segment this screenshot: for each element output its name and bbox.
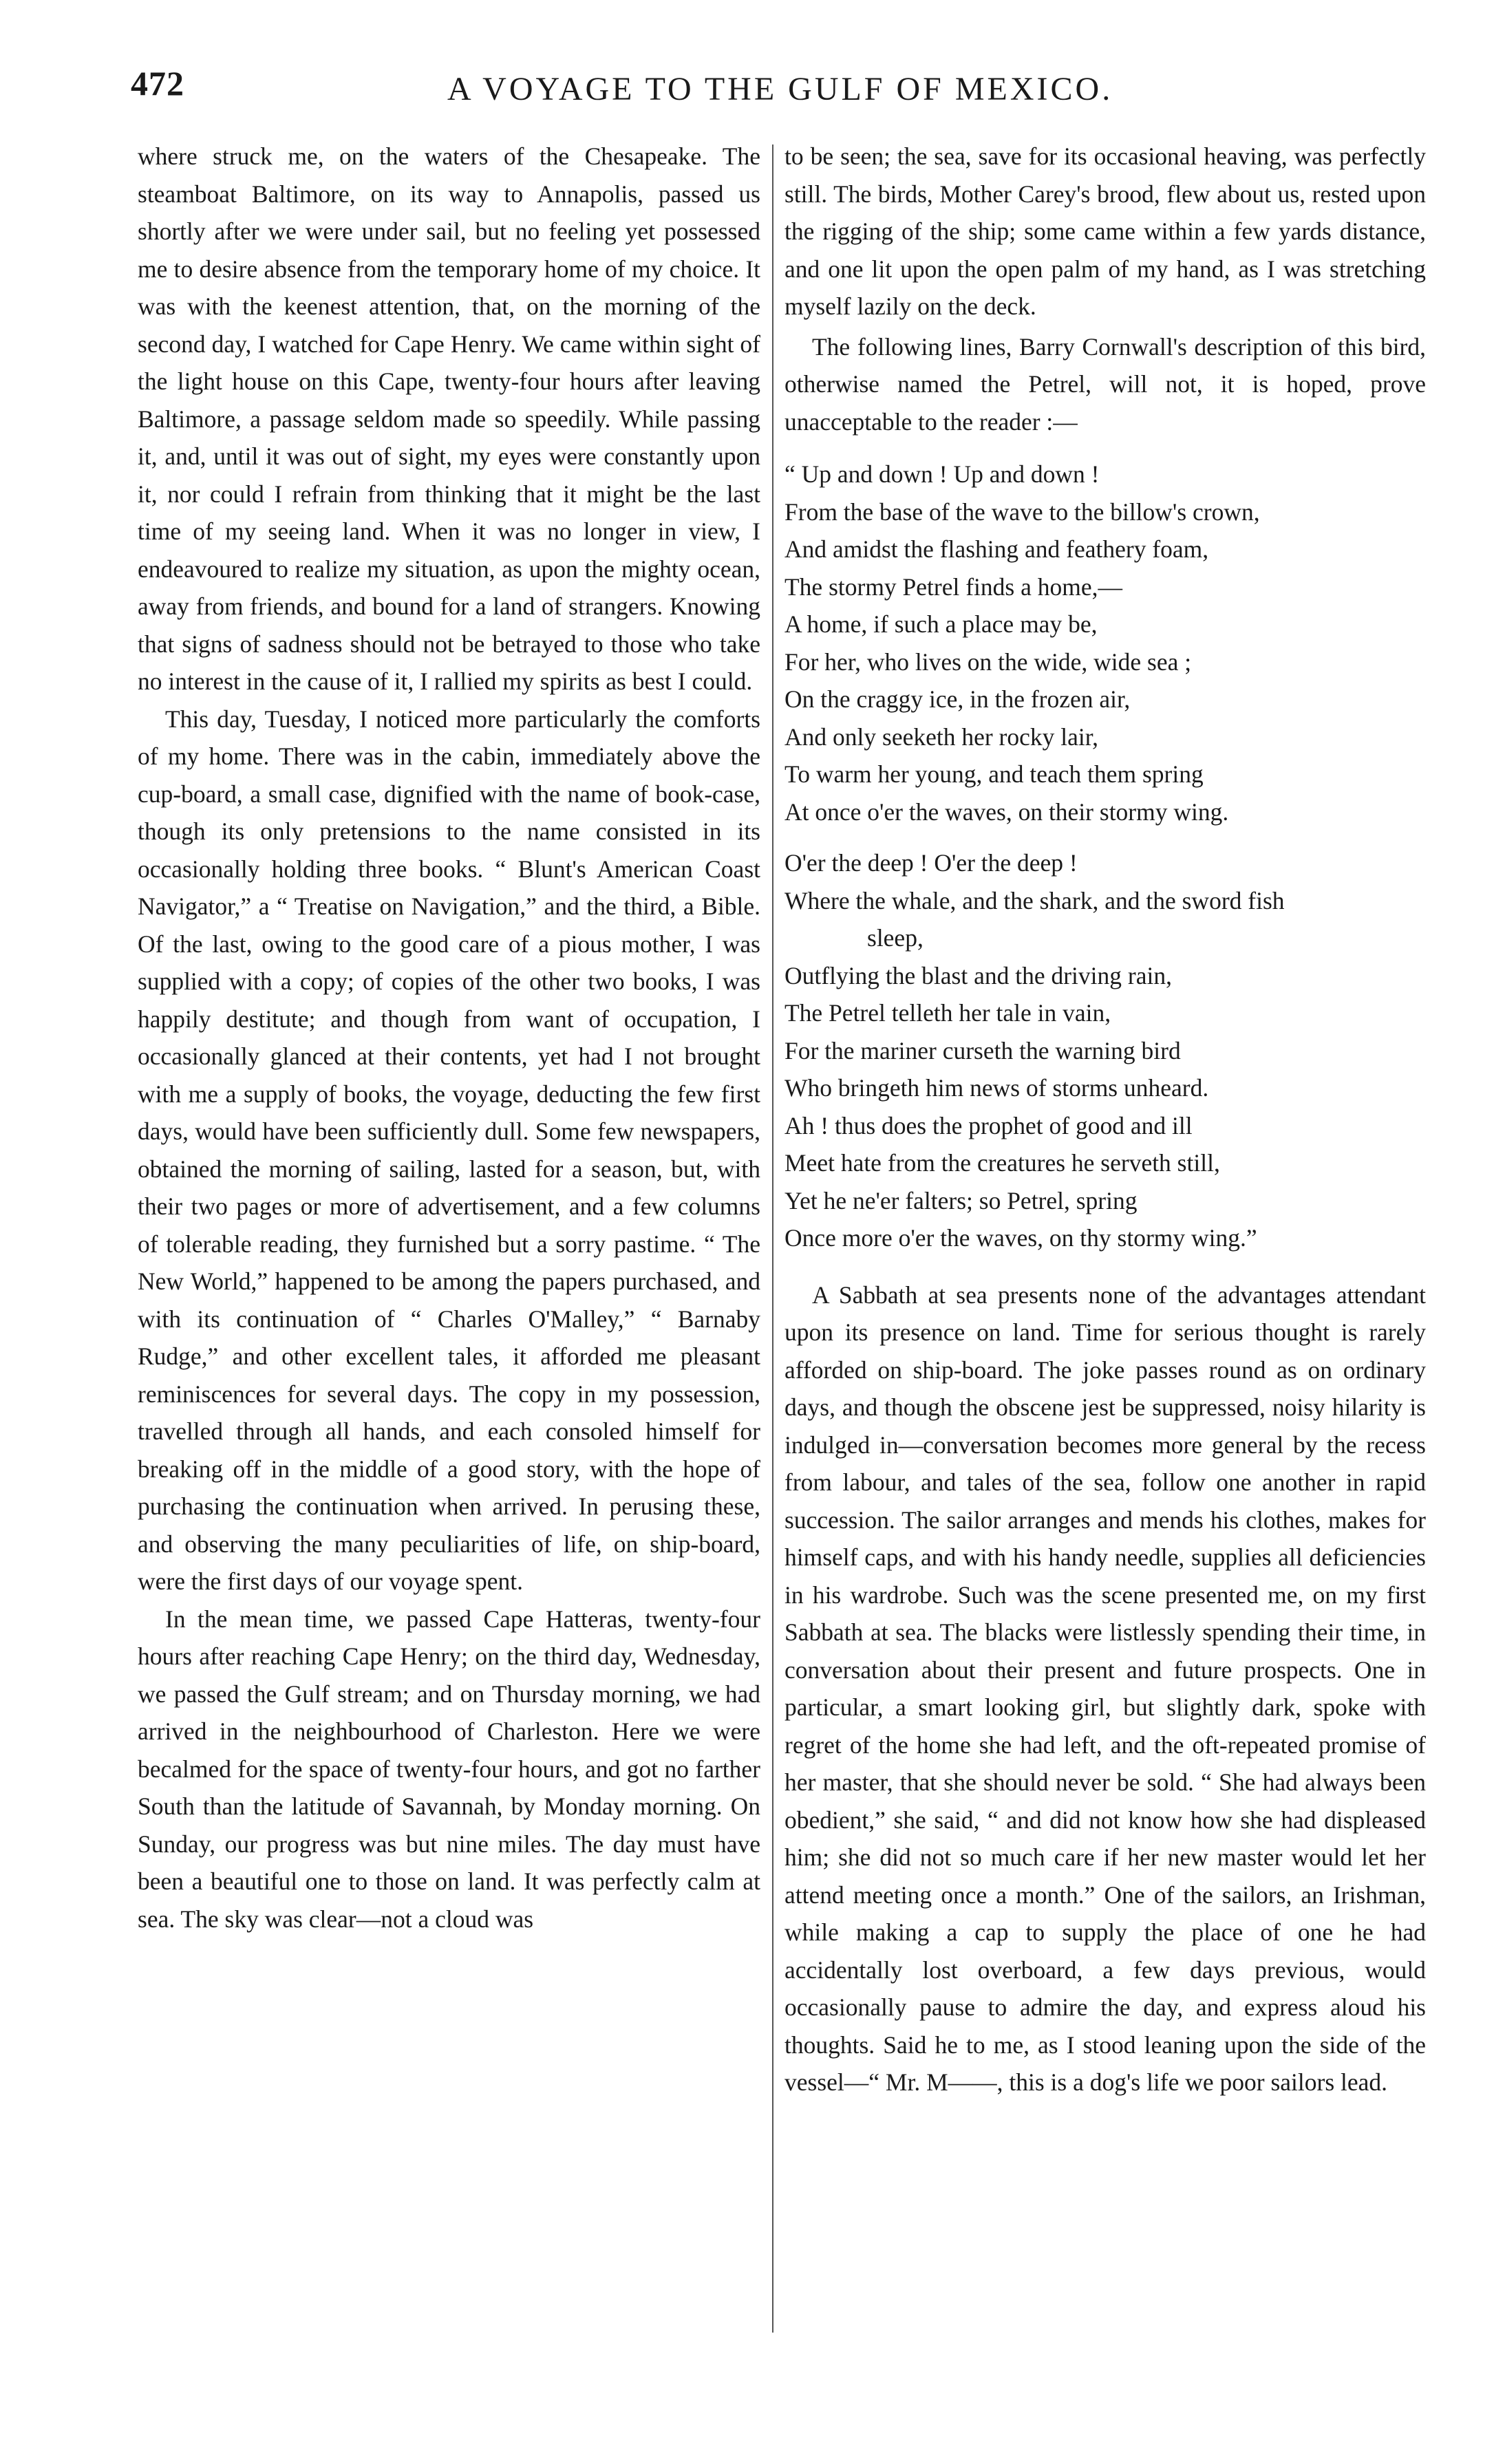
petrel-poem (784, 456, 1426, 1257)
verse-line: Who bringeth him news of storms unheard. (784, 1074, 1209, 1102)
paragraph-sabbath: A Sabbath at sea presents none of the advantages attendant upon its presence on land. Time for serious thought is rarely afforded on ship-board. The joke passes round as on ordinary days, and though the obscene jest be suppressed, noisy hilarity is indulged in—conversation becomes more general by the recess from labour, and tales of the sea, follow one another in rapid succession. The sailor arranges and mends his clothes, makes for himself caps, and with his handy needle, supplies all deficiencies in his wardrobe. Such was the scene presented me, on my first Sabbath at sea. The blacks were listlessly spending their time, in conversation about their present and future prospects. One in particular, a smart looking girl, but slightly dark, spoke with regret of the home she had left, and the oft-repeated promise of her master, that she should never be sold. “ She had always been obedient,” she said, “ and did not know how she had displeased him; she did not so much care if her new master would let her attend meeting once a month.” One of the sailors, an Irishman, while making a cap to supply the place of one he had accidentally lost overboard, a few days previous, would occasionally pause to admire the day, and express aloud his thoughts. Said he to me, as I stood leaning upon the side of the vessel—“ Mr. M——, this is a dog's life we poor sailors lead. (784, 1281, 1426, 2096)
paragraph-continued-right: to be seen; the sea, save for its occasional heaving, was perfectly still. The birds, Mother Carey's brood, flew about us, rested upon the rigging of the ship; some came within a few yards distance, and one lit upon the open palm of my hand, as I was stretching myself lazily on the deck. (784, 142, 1426, 320)
verse-line: The Petrel telleth her tale in vain, (784, 999, 1111, 1027)
running-title: A VOYAGE TO THE GULF OF MEXICO. (447, 71, 1113, 107)
verse-line: A home, if such a place may be, (784, 610, 1098, 638)
verse-line: The stormy Petrel finds a home,— (784, 572, 1122, 601)
verse-line: O'er the deep ! O'er the deep ! (784, 849, 1078, 877)
paragraph-cape-hatteras: In the mean time, we passed Cape Hatteras, twenty-four hours after reaching Cape Henry; on the third day, Wednesday, we passed the Gulf stream; and on Thursday morning, we had arrived in the neighbourhood of Charleston. Here we were becalmed for the space of twenty-four hours, and got no farther South than the latitude of Savannah, by Monday morning. On Sunday, our progress was but nine miles. The day must have been a beautiful one to those on land. It was perfectly calm at sea. The sky was clear—not a cloud was (138, 1605, 760, 1933)
paragraph-tuesday: This day, Tuesday, I noticed more particularly the comforts of my home. There was in the cabin, immediately above the cup-board, a small case, dignified with the name of book-case, though its only pretensions to the name consisted in its occasionally holding three books. “ Blunt's American Coast Navigator,” a “ Treatise on Navigation,” and the third, a Bible. Of the last, owing to the good care of a pious mother, I was supplied with a copy; of copies of the other two books, I was happily destitute; and though from want of occupation, I occasionally glanced at their contents, yet had I not brought with me a supply of books, the voyage, deducting the few first days, would have been sufficiently dull. Some few newspapers, obtained the morning of sailing, lasted for a season, but, with their two pages or more of advertisement, and a few columns of tolerable reading, they furnished but a sorry pastime. “ The New World,” happened to be among the papers purchased, and with its continuation of “ Charles O'Malley,” “ Barnaby Rudge,” and other excellent tales, it afforded me pleasant reminiscences for several days. The copy in my possession, travelled through all hands, and each consoled himself for breaking off in the middle of a good story, with the hope of purchasing the continuation when arrived. In perusing these, and observing the many peculiarities of life, on ship-board, were the first days of our voyage spent. (138, 705, 760, 1595)
verse-line: At once o'er the waves, on their stormy wing. (784, 797, 1229, 826)
verse-line: From the base of the wave to the billow's crown, (784, 497, 1260, 526)
verse-line-continuation: sleep, (867, 924, 924, 952)
verse-line: For the mariner curseth the warning bird (784, 1036, 1181, 1064)
page-header (131, 63, 1369, 118)
verse-line: Ah ! thus does the prophet of good and ill (784, 1111, 1193, 1139)
verse-line: Where the whale, and the shark, and the sword fish (784, 886, 1285, 914)
paragraph-continued: where struck me, on the waters of the Chesapeake. The steamboat Baltimore, on its way to Annapolis, passed us shortly after we were under sail, but no feeling yet possessed me to desire absence from the temporary home of my choice. It was with the keenest attention, that, on the morning of the second day, I watched for Cape Henry. We came within sight of the light house on this Cape, twenty-four hours after leaving Baltimore, a passage seldom made so speedily. While passing it, and, until it was out of sight, my eyes were constantly upon it, nor could I refrain from thinking that it might be the last time of my seeing land. When it was no longer in view, I endeavoured to realize my situation, as upon the mighty ocean, away from friends, and bound for a land of strangers. Knowing that signs of sadness should not be betrayed to those who take no interest in the cause of it, I rallied my spirits as best I could. (138, 142, 760, 695)
right-column (784, 138, 1426, 2101)
verse-line: To warm her young, and teach them spring (784, 760, 1204, 788)
verse-line: Outflying the blast and the driving rain, (784, 961, 1172, 989)
verse-line: On the craggy ice, in the frozen air, (784, 685, 1131, 713)
verse-line: And only seeketh her rocky lair, (784, 722, 1098, 751)
verse-line: For her, who lives on the wide, wide sea ; (784, 647, 1192, 676)
verse-line: Once more o'er the waves, on thy stormy wing.” (784, 1224, 1257, 1252)
poem-stanza-1 (784, 456, 1426, 831)
poem-introduction: The following lines, Barry Cornwall's description of this bird, otherwise named the Petrel, will not, it is hoped, prove unacceptable to the reader :— (784, 332, 1426, 436)
verse-line: Meet hate from the creatures he serveth still, (784, 1149, 1220, 1177)
page-number: 472 (131, 64, 184, 103)
verse-line: Yet he ne'er falters; so Petrel, spring (784, 1186, 1138, 1214)
left-column (138, 138, 760, 1938)
column-divider (772, 144, 773, 2333)
poem-stanza-2 (784, 844, 1426, 1257)
verse-line: And amidst the flashing and feathery foam, (784, 535, 1209, 563)
verse-line: “ Up and down ! Up and down ! (784, 460, 1100, 488)
